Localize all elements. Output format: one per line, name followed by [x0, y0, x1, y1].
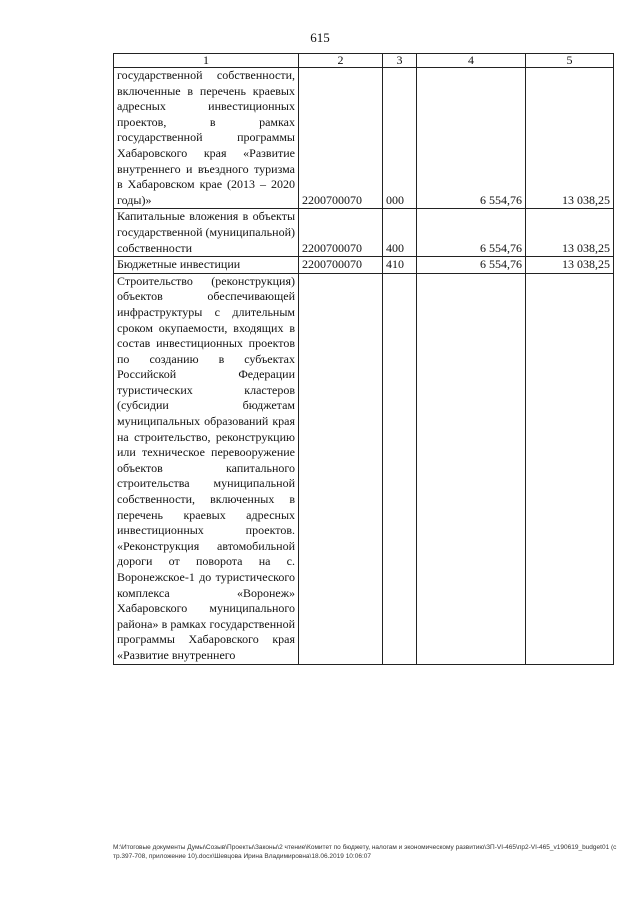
- column-header: 5: [526, 54, 614, 68]
- amount-2021: [526, 273, 614, 664]
- row-description: Бюджетные инвестиции: [114, 257, 299, 274]
- amount-2020: 6 554,76: [417, 257, 526, 274]
- target-article-code: [299, 273, 383, 664]
- expense-type-code: 000: [383, 68, 417, 209]
- amount-2020: [417, 273, 526, 664]
- column-header: 3: [383, 54, 417, 68]
- target-article-code: 2200700070: [299, 68, 383, 209]
- row-description: Капитальные вложения в объекты государственной (муниципальной) собственности: [114, 209, 299, 257]
- expense-type-code: [383, 273, 417, 664]
- amount-2021: 13 038,25: [526, 209, 614, 257]
- column-header: 2: [299, 54, 383, 68]
- amount-2020: 6 554,76: [417, 209, 526, 257]
- column-header: 4: [417, 54, 526, 68]
- table-row: [114, 273, 614, 664]
- target-article-code: 2200700070: [299, 257, 383, 274]
- expense-type-code: 400: [383, 209, 417, 257]
- expense-type-code: 410: [383, 257, 417, 274]
- amount-2021: 13 038,25: [526, 68, 614, 209]
- target-article-code: 2200700070: [299, 209, 383, 257]
- amount-2020: 6 554,76: [417, 68, 526, 209]
- column-header: 1: [114, 54, 299, 68]
- table-row: [114, 257, 614, 274]
- row-description: Строительство (реконструкция) объектов обеспечивающей инфраструктуры с длительным сроком окупаемости, входящих в состав инвестиционных проектов по созданию в субъектах Российской Федерации туристических кластеров (субсидии бюджетам муниципальных образований края на строительство, реконструкцию или техническое перевооружение объектов капитального строительства муниципальной собственности, включенных в перечень краевых адресных инвестиционных проектов. «Реконструкция автомобильной дороги от поворота на с. Воронежское-1 до туристического комплекса «Воронеж» Хабаровского муниципального района» в рамках государственной программы Хабаровского края «Развитие внутреннего: [114, 273, 299, 664]
- amount-2021: 13 038,25: [526, 257, 614, 274]
- table-row: [114, 68, 614, 209]
- page-number: 615: [310, 30, 330, 45]
- budget-table: [113, 53, 614, 665]
- document-path-footer: M:\Итоговые документы Думы\Созыв\Проекты\Законы\2 чтение\Комитет по бюджету, налогам и экономическому развитию\ЗП-VI-465\пр2-VI-465_v190619_budget01 (стр.397-708, приложение 10).docx\Шевцова Ирина Владимировна\18.06.2019 10:06:07: [113, 844, 617, 860]
- table-row: [114, 209, 614, 257]
- row-description: государственной собственности, включенные в перечень краевых адресных инвестиционных проектов, в рамках государственной программы Хабаровского края «Развитие внутреннего и въездного туризма в Хабаровском крае (2013 – 2020 годы)»: [114, 68, 299, 209]
- table-header-row: [114, 54, 614, 68]
